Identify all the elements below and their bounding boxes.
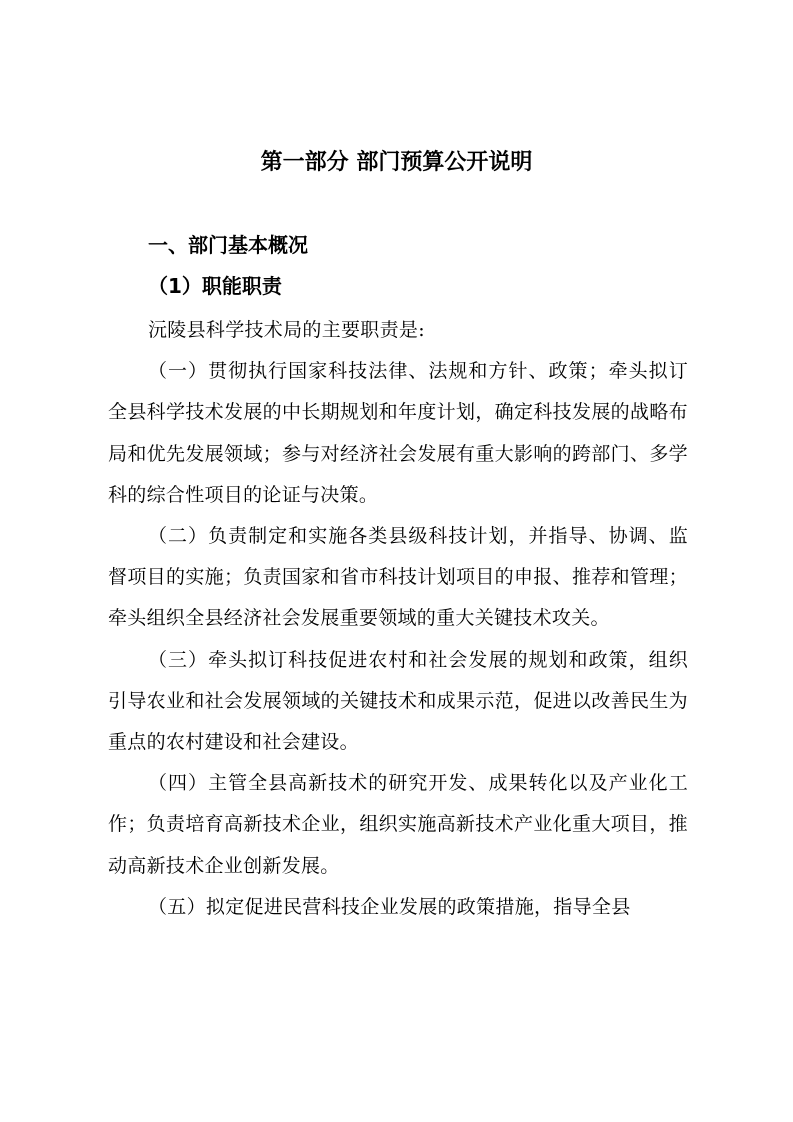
paragraph-duty-3: （三）牵头拟订科技促进农村和社会发展的规划和政策，组织引导农业和社会发展领域的关键技术和成果示范，促进以改善民生为重点的农村建设和社会建设。 xyxy=(108,648,688,754)
paragraph-duty-5: （五）拟定促进民营科技企业发展的政策措施，指导全县 xyxy=(148,895,631,918)
paragraph-duty-1: （一）贯彻执行国家科技法律、法规和方针、政策；牵头拟订全县科学技术发展的中长期规划和年度计划，确定科技发展的战略布局和优先发展领域；参与对经济社会发展有重大影响的跨部门、多学科的综合性项目的论证与决策。 xyxy=(108,360,688,506)
document-title: 第一部分 部门预算公开说明 xyxy=(260,150,533,175)
section-heading: 一、部门基本概况 xyxy=(148,233,308,257)
paragraph-duty-2: （二）负责制定和实施各类县级科技计划，并指导、协调、监督项目的实施；负责国家和省市科技计划项目的申报、推荐和管理；牵头组织全县经济社会发展重要领域的重大关键技术攻关。 xyxy=(108,525,688,630)
paragraph-duty-4: （四）主管全县高新技术的研究开发、成果转化以及产业化工作；负责培育高新技术企业，组织实施高新技术产业化重大项目，推动高新技术企业创新发展。 xyxy=(108,772,688,877)
paragraph-intro: 沅陵县科学技术局的主要职责是: xyxy=(148,319,425,341)
body-text xyxy=(108,310,688,928)
subsection-heading: （1）职能职责 xyxy=(148,274,282,298)
